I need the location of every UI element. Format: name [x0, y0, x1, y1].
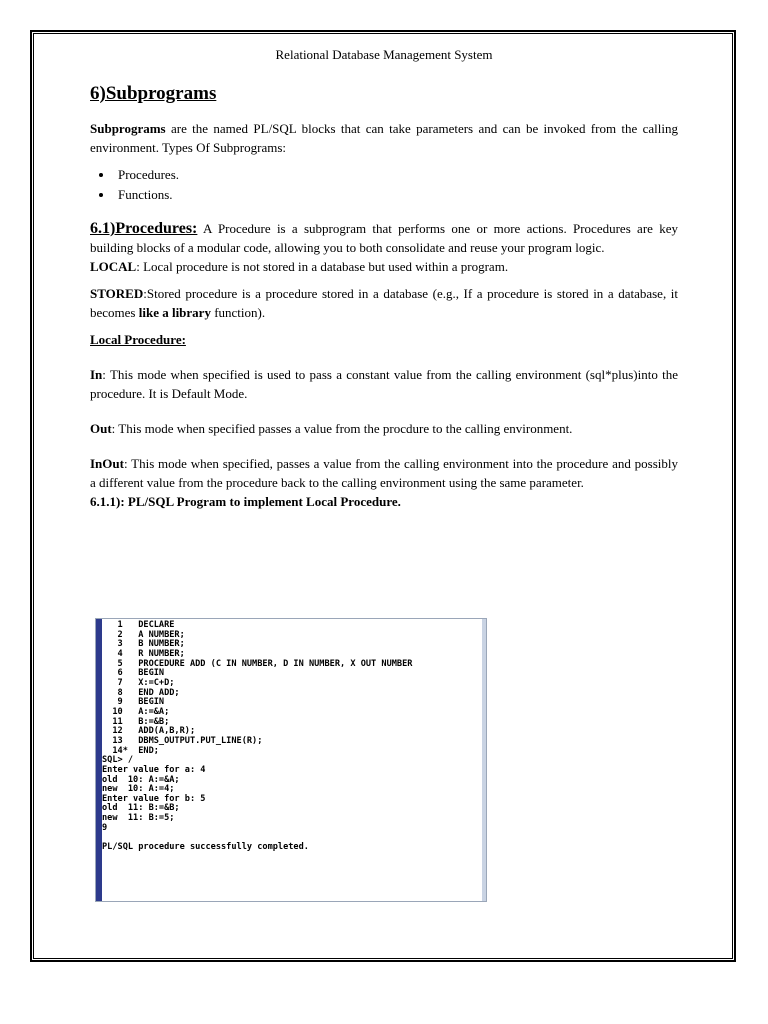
terminal-line: Enter value for a: 4	[102, 764, 206, 775]
local-definition	[90, 257, 678, 276]
program-title: 6.1.1): PL/SQL Program to implement Local Procedure.	[90, 494, 401, 509]
local-procedure-heading	[90, 330, 678, 349]
terminal-line: 12 ADD(A,B,R);	[102, 726, 196, 737]
in-label: In	[90, 367, 103, 382]
terminal-line: 1 DECLARE	[102, 620, 175, 630]
terminal-scrollbar	[482, 619, 486, 901]
list-item: • Procedures.	[114, 165, 678, 185]
terminal-line: 8 END ADD;	[102, 687, 180, 698]
stored-text-2: function).	[210, 305, 266, 320]
terminal-output	[102, 621, 412, 853]
program-heading	[90, 492, 678, 511]
terminal-line: new 10: A:=4;	[102, 784, 175, 795]
terminal-line: 9 BEGIN	[102, 697, 165, 708]
inout-mode-paragraph	[90, 454, 678, 492]
subprogram-types-list	[90, 165, 678, 205]
terminal-line: 2 A NUMBER;	[102, 629, 185, 640]
terminal-line: 11 B:=&B;	[102, 716, 170, 727]
page-header: Relational Database Management System	[275, 47, 493, 62]
intro-term: Subprograms	[90, 121, 166, 136]
section-heading: 6)Subprograms	[90, 83, 217, 104]
terminal-line: Enter value for b: 5	[102, 793, 206, 804]
terminal-line: SQL> /	[102, 755, 134, 766]
terminal-line: 14* END;	[102, 745, 159, 756]
terminal-line: 10 A:=&A;	[102, 706, 170, 717]
terminal-line: 4 R NUMBER;	[102, 648, 185, 659]
stored-definition	[90, 284, 678, 322]
out-mode-paragraph	[90, 419, 678, 438]
local-text: : Local procedure is not stored in a database but used within a program.	[136, 259, 509, 274]
inout-label: InOut	[90, 456, 124, 471]
document-body	[90, 82, 678, 511]
procedures-heading: 6.1)Procedures:	[90, 220, 198, 237]
in-text: : This mode when specified is used to pass a constant value from the calling environment (sql*plus)into the procedure. It is Default Mode.	[90, 367, 678, 401]
procedures-text: A Procedure is a subprogram that performs one or more actions. Procedures are key building blocks of a modular code, allowing you to both consolidate and reuse your program logic.	[90, 221, 678, 255]
intro-text: are the named PL/SQL blocks that can take parameters and can be invoked from the calling environment. Types Of Subprograms:	[90, 121, 678, 155]
sqlplus-screenshot	[95, 618, 487, 902]
terminal-line: 13 DBMS_OUTPUT.PUT_LINE(R);	[102, 735, 263, 746]
procedures-paragraph	[90, 219, 678, 257]
list-item: • Functions.	[114, 185, 678, 205]
local-procedure-title: Local Procedure:	[90, 332, 186, 347]
in-mode-paragraph	[90, 365, 678, 403]
terminal-line: 5 PROCEDURE ADD (C IN NUMBER, D IN NUMBER, X OUT NUMBER	[102, 658, 413, 669]
local-label: LOCAL	[90, 259, 137, 274]
terminal-line: old 10: A:=&A;	[102, 774, 180, 785]
terminal-line: 3 B NUMBER;	[102, 639, 185, 650]
stored-bold: like a library	[138, 305, 211, 320]
terminal-line: new 11: B:=5;	[102, 813, 175, 824]
terminal-line: 7 X:=C+D;	[102, 677, 175, 688]
inout-text: : This mode when specified, passes a value from the calling environment into the procedure and possibly a different value from the procedure back to the calling environment using the same parameter.	[90, 456, 678, 490]
terminal-line: old 11: B:=&B;	[102, 803, 180, 814]
terminal-line: PL/SQL procedure successfully completed.	[102, 842, 309, 853]
stored-text-1: :Stored procedure is a procedure stored in a database (e.g., If a procedure is stored in a database, it becomes	[90, 286, 678, 320]
stored-label: STORED	[90, 286, 144, 301]
terminal-line: 6 BEGIN	[102, 668, 165, 679]
out-text: : This mode when specified passes a value from the procdure to the calling environment.	[111, 421, 573, 436]
terminal-line: 9	[102, 822, 108, 833]
subprograms-intro	[90, 119, 678, 157]
out-label: Out	[90, 421, 112, 436]
